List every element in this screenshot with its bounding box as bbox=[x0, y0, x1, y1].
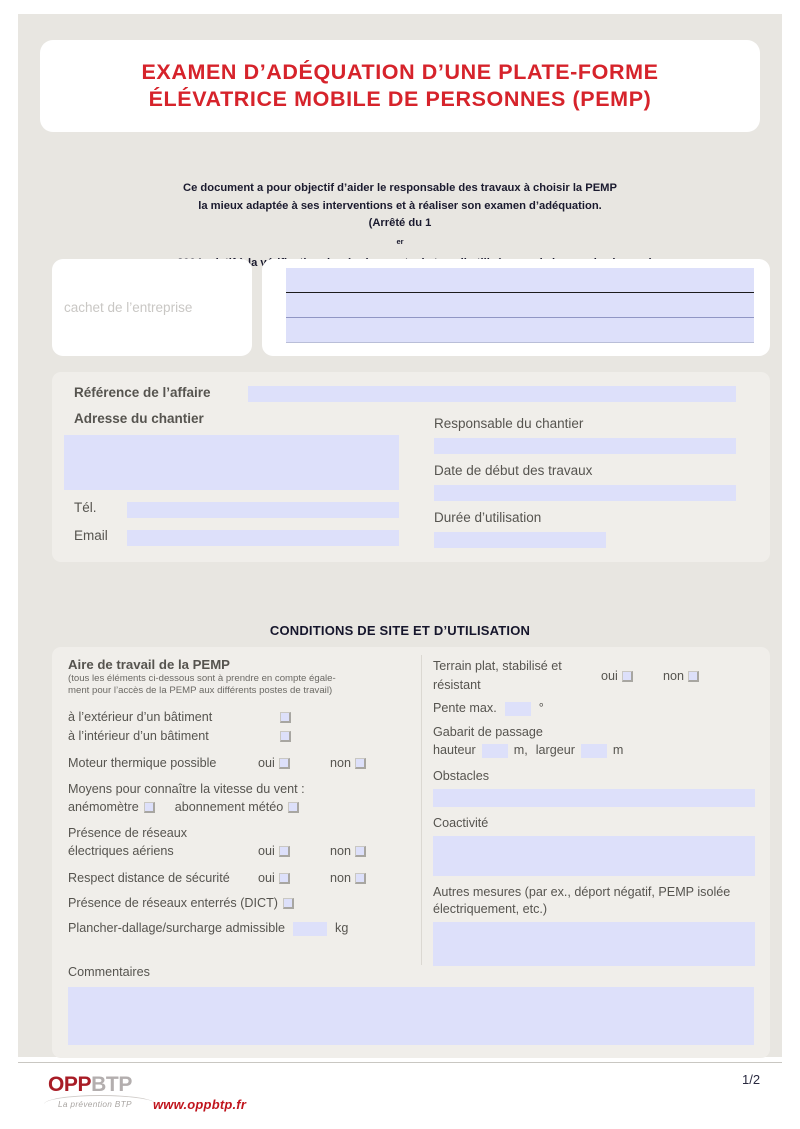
clearance-width-input[interactable] bbox=[581, 744, 607, 758]
coactivity-input[interactable] bbox=[433, 836, 755, 876]
inside-building-checkbox[interactable] bbox=[280, 731, 291, 742]
start-date-input[interactable] bbox=[434, 485, 736, 501]
intro-line-2: la mieux adaptée à ses interventions et à réaliser son examen d’adéquation. bbox=[198, 199, 602, 212]
overhead-networks-yes[interactable] bbox=[258, 842, 330, 861]
flat-ground-yes[interactable] bbox=[601, 667, 663, 686]
intro-line-3-post: la bbox=[247, 256, 258, 269]
inside-building-row bbox=[68, 727, 418, 746]
flat-ground-yes-label: oui bbox=[601, 668, 618, 683]
company-line-2-input[interactable] bbox=[286, 293, 754, 318]
conditions-section-title: CONDITIONS DE SITE ET D’UTILISATION bbox=[269, 623, 531, 638]
logo-wordmark bbox=[48, 1074, 132, 1096]
buried-networks-label: Présence de réseaux enterrés (DICT) bbox=[68, 896, 278, 911]
clearance-heading: Gabarit de passage bbox=[433, 725, 543, 739]
conditions-left-column bbox=[68, 657, 418, 938]
clearance-width-label: largeur bbox=[535, 743, 575, 757]
overhead-networks-no-checkbox[interactable] bbox=[355, 846, 366, 857]
site-manager-input[interactable] bbox=[434, 438, 736, 454]
work-area-note-line-2: ment pour l’accès de la PEMP aux différents postes de travail) bbox=[68, 684, 333, 696]
max-slope-unit: ° bbox=[538, 701, 544, 715]
company-line-1-input[interactable] bbox=[286, 268, 754, 293]
coactivity-block bbox=[433, 815, 755, 876]
conditions-panel bbox=[52, 647, 770, 1058]
title-line-1: EXAMEN D’ADÉQUATION D’UNE PLATE-FORME bbox=[141, 60, 659, 84]
safety-distance-no-label: non bbox=[330, 871, 352, 886]
company-line-3-input[interactable] bbox=[286, 318, 754, 343]
company-details-box bbox=[262, 259, 770, 356]
buried-networks-checkbox[interactable] bbox=[283, 898, 294, 909]
work-area-note bbox=[68, 673, 418, 696]
logo-swoosh-icon bbox=[44, 1095, 156, 1106]
conditions-right-column bbox=[433, 657, 755, 966]
logo-tagline: La prévention BTP bbox=[58, 1099, 132, 1109]
weather-subscription-label: abonnement météo bbox=[174, 800, 284, 815]
clearance-dimensions-row bbox=[433, 741, 755, 760]
page-number: 1/2 bbox=[742, 1072, 761, 1087]
floor-load-row bbox=[68, 919, 418, 938]
thermal-engine-yes[interactable] bbox=[258, 754, 330, 773]
clearance-height-unit: m, bbox=[513, 743, 528, 757]
company-stamp-placeholder: cachet de l’entreprise bbox=[64, 300, 193, 315]
outside-building-checkbox[interactable] bbox=[280, 712, 291, 723]
safety-distance-yes-label: oui bbox=[258, 871, 275, 886]
comments-input[interactable] bbox=[68, 987, 754, 1045]
email-input[interactable] bbox=[127, 530, 399, 546]
work-area-heading: Aire de travail de la PEMP bbox=[68, 657, 230, 672]
page-title bbox=[141, 59, 658, 113]
flat-ground-no-label: non bbox=[663, 668, 685, 683]
overhead-networks-line-2-row bbox=[68, 842, 418, 861]
email-label: Email bbox=[74, 528, 108, 543]
duration-label: Durée d’utilisation bbox=[434, 510, 542, 525]
clearance-height-input[interactable] bbox=[482, 744, 508, 758]
thermal-engine-row bbox=[68, 754, 418, 773]
floor-load-label: Plancher-dallage/surcharge admissible bbox=[68, 921, 286, 936]
obstacles-label: Obstacles bbox=[433, 769, 489, 783]
logo-opp-text: OPP bbox=[48, 1073, 92, 1096]
clearance-height-label: hauteur bbox=[433, 743, 476, 757]
intro-line-3-pre: (Arrêté du 1 bbox=[368, 217, 432, 229]
safety-distance-label: Respect distance de sécurité bbox=[68, 871, 230, 886]
title-line-2: ÉLÉVATRICE MOBILE DE PERSONNES (PEMP) bbox=[148, 87, 652, 111]
floor-load-input[interactable] bbox=[293, 922, 327, 936]
footer-divider bbox=[18, 1062, 782, 1063]
identification-panel bbox=[52, 372, 770, 562]
thermal-engine-no[interactable] bbox=[330, 754, 366, 773]
comments-label: Commentaires bbox=[68, 965, 150, 979]
site-manager-label: Responsable du chantier bbox=[434, 416, 584, 431]
other-measures-input[interactable] bbox=[433, 922, 755, 966]
outside-building-row bbox=[68, 708, 418, 727]
site-address-label: Adresse du chantier bbox=[74, 411, 204, 426]
thermal-engine-label: Moteur thermique possible bbox=[68, 756, 217, 771]
intro-line-1: Ce document a pour objectif d’aider le responsable des travaux à choisir la PEMP bbox=[183, 182, 617, 194]
flat-ground-no-checkbox[interactable] bbox=[688, 671, 699, 682]
site-address-input[interactable] bbox=[64, 435, 399, 490]
oppbtp-logo bbox=[48, 1074, 132, 1109]
safety-distance-no-checkbox[interactable] bbox=[355, 873, 366, 884]
overhead-networks-line-1: Présence de réseaux bbox=[68, 826, 188, 841]
website-url[interactable]: www.oppbtp.fr bbox=[153, 1097, 247, 1112]
obstacles-block bbox=[433, 768, 755, 807]
anemometer-checkbox[interactable] bbox=[144, 802, 155, 813]
company-stamp-box[interactable] bbox=[52, 259, 252, 356]
form-sheet bbox=[18, 14, 782, 1057]
phone-input[interactable] bbox=[127, 502, 399, 518]
clearance-block bbox=[433, 724, 755, 760]
reference-input[interactable] bbox=[248, 386, 736, 402]
intro-ordinal-suffix: er bbox=[396, 236, 404, 246]
wind-speed-options-row bbox=[68, 798, 418, 817]
anemometer-label: anémomètre bbox=[68, 800, 139, 815]
flat-ground-label: Terrain plat, stabilisé et résistant bbox=[433, 659, 562, 692]
weather-subscription-checkbox[interactable] bbox=[288, 802, 299, 813]
other-measures-block bbox=[433, 884, 755, 966]
overhead-networks-line-2: électriques aériens bbox=[68, 844, 174, 859]
wind-speed-means-label: Moyens pour connaître la vitesse du vent : bbox=[68, 782, 305, 797]
max-slope-input[interactable] bbox=[505, 702, 531, 716]
phone-label: Tél. bbox=[74, 500, 97, 515]
overhead-networks-no-label: non bbox=[330, 844, 352, 859]
logo-btp-text: BTP bbox=[91, 1073, 132, 1096]
safety-distance-row bbox=[68, 869, 418, 888]
other-measures-line-2: électriquement, etc.) bbox=[433, 902, 548, 916]
obstacles-input[interactable] bbox=[433, 789, 755, 807]
clearance-width-unit: m bbox=[612, 743, 624, 757]
safety-distance-no[interactable] bbox=[330, 869, 366, 888]
thermal-engine-no-checkbox[interactable] bbox=[355, 758, 366, 769]
duration-input[interactable] bbox=[434, 532, 606, 548]
flat-ground-yes-checkbox[interactable] bbox=[622, 671, 633, 682]
work-area-note-line-1: (tous les éléments ci-dessous sont à prendre en compte égale- bbox=[68, 673, 336, 684]
outside-building-label: à l’extérieur d’un bâtiment bbox=[68, 710, 213, 725]
overhead-networks-yes-label: oui bbox=[258, 844, 275, 859]
title-card bbox=[40, 40, 760, 132]
column-divider bbox=[421, 655, 422, 965]
other-measures-line-1: Autres mesures (par ex., déport négatif, PEMP isolée bbox=[433, 885, 731, 899]
overhead-networks-yes-checkbox[interactable] bbox=[279, 846, 290, 857]
coactivity-label: Coactivité bbox=[433, 816, 489, 830]
thermal-engine-no-label: non bbox=[330, 756, 352, 771]
safety-distance-yes-checkbox[interactable] bbox=[279, 873, 290, 884]
flat-ground-row bbox=[433, 657, 755, 695]
inside-building-label: à l’intérieur d’un bâtiment bbox=[68, 729, 209, 744]
max-slope-label: Pente max. bbox=[433, 701, 497, 715]
thermal-engine-yes-checkbox[interactable] bbox=[279, 758, 290, 769]
max-slope-row bbox=[433, 699, 755, 718]
reference-label: Référence de l’affaire bbox=[74, 385, 211, 400]
overhead-networks-block bbox=[68, 825, 418, 861]
wind-speed-means-block bbox=[68, 781, 418, 817]
thermal-engine-yes-label: oui bbox=[258, 756, 275, 771]
start-date-label: Date de début des travaux bbox=[434, 463, 593, 478]
safety-distance-yes[interactable] bbox=[258, 869, 330, 888]
buried-networks-row bbox=[68, 894, 418, 913]
overhead-networks-no[interactable] bbox=[330, 842, 366, 861]
flat-ground-no[interactable] bbox=[663, 667, 699, 686]
floor-load-unit: kg bbox=[335, 921, 349, 936]
